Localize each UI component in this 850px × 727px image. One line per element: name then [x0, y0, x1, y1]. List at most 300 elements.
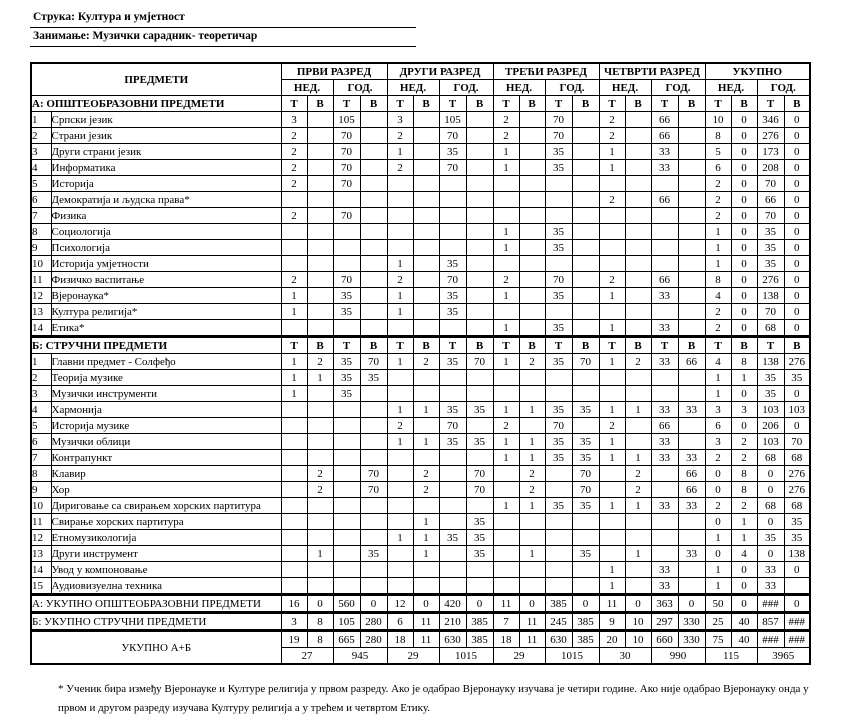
value-cell: 35: [757, 370, 784, 386]
tv-header: В: [466, 96, 493, 112]
value-cell: [678, 240, 705, 256]
total-cell: 8: [307, 631, 333, 648]
row-number: 7: [31, 208, 51, 224]
value-cell: 1: [705, 256, 731, 272]
value-cell: 0: [784, 224, 810, 240]
value-cell: 70: [333, 176, 360, 192]
value-cell: 68: [757, 320, 784, 337]
value-cell: [545, 192, 572, 208]
tv-header: Т: [333, 337, 360, 354]
value-cell: [519, 240, 545, 256]
value-cell: [413, 386, 439, 402]
row-number: 9: [31, 240, 51, 256]
value-cell: [333, 514, 360, 530]
year-header: ПРВИ РАЗРЕД: [281, 63, 387, 80]
value-cell: [387, 546, 413, 562]
subject-name: Музички инструменти: [51, 386, 281, 402]
value-cell: [599, 224, 625, 240]
value-cell: 1: [705, 224, 731, 240]
value-cell: [466, 112, 493, 128]
value-cell: [651, 482, 678, 498]
value-cell: [572, 320, 599, 337]
footnote: * Ученик бира између Вјеронауке и Културе религија у првом разреду. Ако је одабрао Вјеронауку изучава је четири године. Ако није одабрао Вјеронауку онда у првом и другом разреду изучава Културу религија а у трећем и четвртом Етику.: [58, 683, 809, 714]
value-cell: 1: [705, 562, 731, 578]
total-cell: 420: [439, 595, 466, 613]
table-row: [31, 631, 810, 648]
value-cell: 2: [599, 418, 625, 434]
total-cell: 7: [493, 613, 519, 631]
value-cell: [572, 240, 599, 256]
value-cell: 0: [705, 466, 731, 482]
total-cell: 40: [731, 613, 757, 631]
total-sum-cell: 1015: [439, 648, 493, 665]
total-sum-cell: 945: [333, 648, 387, 665]
value-cell: [493, 304, 519, 320]
total-sum-cell: 27: [281, 648, 333, 665]
value-cell: 70: [360, 354, 387, 370]
value-cell: [493, 562, 519, 578]
value-cell: [651, 386, 678, 402]
value-cell: 0: [784, 144, 810, 160]
value-cell: [387, 482, 413, 498]
value-cell: 1: [387, 288, 413, 304]
value-cell: [333, 224, 360, 240]
table-row: [31, 96, 810, 112]
value-cell: 103: [757, 402, 784, 418]
value-cell: 1: [413, 514, 439, 530]
subject-name: Други инструмент: [51, 546, 281, 562]
total-sum-cell: 30: [599, 648, 651, 665]
total-cell: 0: [625, 595, 651, 613]
value-cell: [281, 562, 307, 578]
tv-header: В: [625, 96, 651, 112]
row-number: 14: [31, 320, 51, 337]
table-row: [31, 546, 810, 562]
value-cell: [360, 514, 387, 530]
value-cell: [599, 530, 625, 546]
value-cell: [493, 386, 519, 402]
tv-header: В: [731, 96, 757, 112]
total-cell: 16: [281, 595, 307, 613]
subject-name: Теорија музике: [51, 370, 281, 386]
value-cell: 0: [784, 386, 810, 402]
value-cell: [281, 320, 307, 337]
total-cell: 50: [705, 595, 731, 613]
value-cell: 70: [466, 466, 493, 482]
value-cell: 0: [731, 418, 757, 434]
tv-header: Т: [757, 96, 784, 112]
value-cell: 1: [387, 256, 413, 272]
value-cell: [678, 530, 705, 546]
value-cell: 1: [493, 434, 519, 450]
row-number: 8: [31, 224, 51, 240]
value-cell: 35: [439, 304, 466, 320]
value-cell: [625, 320, 651, 337]
value-cell: 276: [757, 128, 784, 144]
value-cell: [625, 144, 651, 160]
value-cell: 0: [784, 256, 810, 272]
value-cell: [439, 176, 466, 192]
table-row: [31, 337, 810, 354]
subject-name: Историја музике: [51, 418, 281, 434]
value-cell: 1: [625, 450, 651, 466]
year-header: ТРЕЋИ РАЗРЕД: [493, 63, 599, 80]
value-cell: [519, 562, 545, 578]
row-number: 3: [31, 386, 51, 402]
value-cell: 35: [784, 530, 810, 546]
value-cell: [307, 176, 333, 192]
value-cell: 70: [333, 160, 360, 176]
value-cell: [281, 466, 307, 482]
value-cell: 0: [731, 320, 757, 337]
total-cell: 385: [466, 631, 493, 648]
row-number: 12: [31, 288, 51, 304]
value-cell: [625, 128, 651, 144]
value-cell: [572, 192, 599, 208]
total-cell: 385: [466, 613, 493, 631]
value-cell: 35: [545, 288, 572, 304]
value-cell: 346: [757, 112, 784, 128]
value-cell: [466, 578, 493, 595]
value-cell: 0: [731, 272, 757, 288]
value-cell: [281, 256, 307, 272]
tv-header: В: [466, 337, 493, 354]
row-number: 3: [31, 144, 51, 160]
tv-header: В: [572, 96, 599, 112]
value-cell: [678, 304, 705, 320]
value-cell: [493, 514, 519, 530]
value-cell: [572, 128, 599, 144]
value-cell: 0: [731, 304, 757, 320]
value-cell: [307, 578, 333, 595]
value-cell: 35: [439, 402, 466, 418]
value-cell: 0: [731, 240, 757, 256]
value-cell: [625, 418, 651, 434]
value-cell: 35: [572, 498, 599, 514]
total-cell: 560: [333, 595, 360, 613]
value-cell: [678, 578, 705, 595]
value-cell: [413, 208, 439, 224]
value-cell: 0: [731, 386, 757, 402]
total-sum-cell: 29: [387, 648, 439, 665]
value-cell: [572, 370, 599, 386]
table-row: [31, 320, 810, 337]
subject-name: Социологија: [51, 224, 281, 240]
value-cell: 35: [545, 320, 572, 337]
value-cell: 1: [599, 434, 625, 450]
value-cell: [307, 514, 333, 530]
value-cell: [572, 562, 599, 578]
value-cell: 0: [784, 418, 810, 434]
value-cell: 2: [493, 112, 519, 128]
value-cell: 35: [545, 402, 572, 418]
tv-header: Т: [493, 337, 519, 354]
tv-header: В: [307, 337, 333, 354]
value-cell: 33: [651, 434, 678, 450]
value-cell: 2: [599, 272, 625, 288]
value-cell: [466, 562, 493, 578]
value-cell: [678, 128, 705, 144]
value-cell: 2: [625, 354, 651, 370]
period-header: НЕД.: [493, 80, 545, 96]
value-cell: [519, 144, 545, 160]
value-cell: [466, 288, 493, 304]
value-cell: 208: [757, 160, 784, 176]
table-row: [31, 514, 810, 530]
value-cell: [387, 176, 413, 192]
value-cell: [307, 530, 333, 546]
value-cell: [493, 546, 519, 562]
value-cell: 1: [705, 530, 731, 546]
value-cell: 35: [545, 160, 572, 176]
tv-header: В: [731, 337, 757, 354]
subject-name: Физичко васпитање: [51, 272, 281, 288]
value-cell: [360, 578, 387, 595]
value-cell: [360, 304, 387, 320]
value-cell: 70: [333, 144, 360, 160]
value-cell: 70: [757, 176, 784, 192]
value-cell: 0: [784, 562, 810, 578]
value-cell: [678, 192, 705, 208]
value-cell: 33: [757, 562, 784, 578]
value-cell: [466, 160, 493, 176]
value-cell: 70: [466, 354, 493, 370]
value-cell: 33: [651, 144, 678, 160]
total-cell: 330: [678, 613, 705, 631]
value-cell: 0: [731, 256, 757, 272]
value-cell: [466, 176, 493, 192]
subject-name: Хор: [51, 482, 281, 498]
value-cell: [625, 256, 651, 272]
value-cell: [439, 240, 466, 256]
value-cell: 2: [519, 354, 545, 370]
value-cell: 35: [333, 370, 360, 386]
value-cell: [519, 256, 545, 272]
value-cell: [651, 240, 678, 256]
value-cell: [466, 192, 493, 208]
value-cell: [599, 482, 625, 498]
value-cell: 1: [307, 546, 333, 562]
value-cell: [572, 176, 599, 192]
value-cell: [651, 370, 678, 386]
value-cell: [572, 418, 599, 434]
value-cell: 0: [784, 320, 810, 337]
value-cell: 0: [705, 514, 731, 530]
value-cell: [493, 530, 519, 546]
value-cell: 35: [784, 514, 810, 530]
value-cell: 1: [493, 160, 519, 176]
value-cell: 0: [757, 466, 784, 482]
value-cell: [387, 562, 413, 578]
value-cell: [466, 498, 493, 514]
value-cell: 3: [705, 434, 731, 450]
value-cell: [466, 144, 493, 160]
subject-name: Хармонија: [51, 402, 281, 418]
year-header: ЧЕТВРТИ РАЗРЕД: [599, 63, 705, 80]
tv-header: В: [678, 337, 705, 354]
value-cell: [439, 370, 466, 386]
total-cell: ###: [784, 631, 810, 648]
value-cell: 6: [705, 160, 731, 176]
value-cell: 276: [784, 482, 810, 498]
value-cell: 35: [572, 434, 599, 450]
value-cell: [307, 128, 333, 144]
value-cell: [387, 240, 413, 256]
value-cell: 206: [757, 418, 784, 434]
value-cell: [387, 224, 413, 240]
tv-header: Т: [599, 337, 625, 354]
total-cell: 0: [307, 595, 333, 613]
row-number: 10: [31, 256, 51, 272]
total-cell: 245: [545, 613, 572, 631]
value-cell: [307, 160, 333, 176]
value-cell: [678, 434, 705, 450]
value-cell: 35: [545, 144, 572, 160]
section-title: Б: СТРУЧНИ ПРЕДМЕТИ: [31, 337, 281, 354]
value-cell: [519, 192, 545, 208]
value-cell: [678, 208, 705, 224]
value-cell: 0: [784, 240, 810, 256]
tv-header: Т: [387, 96, 413, 112]
value-cell: 2: [625, 482, 651, 498]
table-row: [31, 112, 810, 128]
tv-header: Т: [387, 337, 413, 354]
value-cell: 1: [387, 144, 413, 160]
table-row: [31, 434, 810, 450]
value-cell: [545, 176, 572, 192]
total-cell: 0: [466, 595, 493, 613]
table-body: [31, 63, 810, 664]
value-cell: [651, 224, 678, 240]
value-cell: [545, 482, 572, 498]
total-cell: 20: [599, 631, 625, 648]
value-cell: 0: [731, 578, 757, 595]
value-cell: 33: [651, 320, 678, 337]
value-cell: 35: [333, 288, 360, 304]
value-cell: [519, 370, 545, 386]
value-cell: 2: [705, 176, 731, 192]
value-cell: [545, 256, 572, 272]
value-cell: [572, 304, 599, 320]
value-cell: 2: [731, 450, 757, 466]
value-cell: [360, 272, 387, 288]
value-cell: 35: [757, 530, 784, 546]
value-cell: 35: [545, 224, 572, 240]
value-cell: [387, 498, 413, 514]
value-cell: [387, 370, 413, 386]
value-cell: [519, 176, 545, 192]
total-cell: 630: [439, 631, 466, 648]
value-cell: 35: [572, 546, 599, 562]
value-cell: [439, 320, 466, 337]
tv-header: Т: [281, 337, 307, 354]
value-cell: [545, 304, 572, 320]
value-cell: 1: [705, 370, 731, 386]
value-cell: [413, 320, 439, 337]
value-cell: [466, 224, 493, 240]
value-cell: [360, 530, 387, 546]
value-cell: 0: [784, 208, 810, 224]
value-cell: 1: [599, 288, 625, 304]
value-cell: [519, 128, 545, 144]
total-cell: 11: [493, 595, 519, 613]
table-row: [31, 578, 810, 595]
value-cell: 1: [413, 530, 439, 546]
total-cell: 18: [387, 631, 413, 648]
row-number: 6: [31, 192, 51, 208]
value-cell: [678, 418, 705, 434]
header-occupation: Занимање: Музички сарадник- теоретичар: [33, 30, 258, 42]
value-cell: [333, 466, 360, 482]
total-cell: ###: [757, 631, 784, 648]
table-row: [31, 240, 810, 256]
value-cell: 1: [493, 402, 519, 418]
value-cell: 66: [678, 354, 705, 370]
value-cell: [439, 466, 466, 482]
value-cell: 2: [705, 304, 731, 320]
value-cell: 0: [784, 160, 810, 176]
value-cell: [599, 256, 625, 272]
value-cell: 10: [705, 112, 731, 128]
table-row: [31, 192, 810, 208]
table-row: [31, 63, 810, 80]
value-cell: 1: [413, 402, 439, 418]
value-cell: [599, 304, 625, 320]
value-cell: [519, 208, 545, 224]
value-cell: 2: [307, 482, 333, 498]
value-cell: 0: [784, 128, 810, 144]
row-number: 5: [31, 176, 51, 192]
subject-name: Свирање хорских партитура: [51, 514, 281, 530]
total-cell: 385: [572, 613, 599, 631]
value-cell: [651, 466, 678, 482]
value-cell: 35: [757, 256, 784, 272]
value-cell: 1: [387, 402, 413, 418]
value-cell: 2: [705, 320, 731, 337]
value-cell: [333, 498, 360, 514]
value-cell: [281, 434, 307, 450]
value-cell: 1: [705, 386, 731, 402]
value-cell: 35: [757, 386, 784, 402]
value-cell: [651, 546, 678, 562]
value-cell: [360, 160, 387, 176]
tv-header: В: [784, 337, 810, 354]
value-cell: [360, 434, 387, 450]
value-cell: [387, 450, 413, 466]
value-cell: [599, 240, 625, 256]
value-cell: 35: [757, 224, 784, 240]
value-cell: 0: [731, 112, 757, 128]
value-cell: 1: [625, 498, 651, 514]
value-cell: 70: [757, 304, 784, 320]
value-cell: 1: [519, 546, 545, 562]
value-cell: 35: [545, 354, 572, 370]
value-cell: [784, 578, 810, 595]
table-row: [31, 256, 810, 272]
value-cell: 1: [493, 320, 519, 337]
value-cell: 35: [545, 498, 572, 514]
value-cell: [466, 450, 493, 466]
value-cell: 2: [599, 192, 625, 208]
value-cell: 8: [731, 466, 757, 482]
value-cell: 2: [731, 498, 757, 514]
subject-name: Клавир: [51, 466, 281, 482]
value-cell: 2: [307, 466, 333, 482]
value-cell: [413, 256, 439, 272]
value-cell: [545, 386, 572, 402]
value-cell: [413, 176, 439, 192]
table-row: [31, 128, 810, 144]
